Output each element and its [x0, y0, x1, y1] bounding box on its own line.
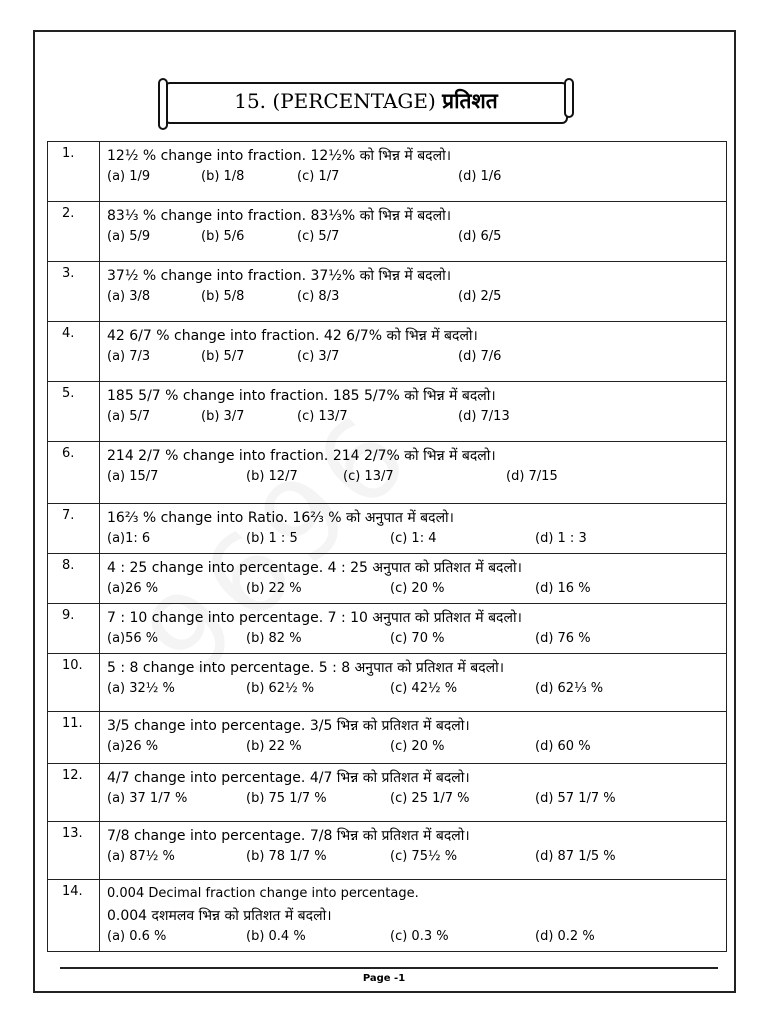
- answer-options: [107, 927, 726, 951]
- option-c[interactable]: (c) 20 %: [390, 581, 445, 596]
- question-number: 5.: [48, 382, 100, 442]
- question-number: 8.: [48, 554, 100, 604]
- option-a[interactable]: (a) 3/8: [107, 289, 151, 304]
- question-content: [100, 382, 727, 442]
- question-content: [100, 604, 727, 654]
- answer-options: [107, 847, 726, 871]
- answer-options: [107, 737, 726, 761]
- option-c[interactable]: (c) 5/7: [297, 229, 340, 244]
- question-row: [48, 262, 727, 322]
- question-number: 11.: [48, 712, 100, 764]
- option-c[interactable]: (c) 13/7: [297, 409, 348, 424]
- option-d[interactable]: (d) 16 %: [535, 581, 591, 596]
- question-text: 4 : 25 change into percentage. 4 : 25 अनुपात को प्रतिशत में बदलो।: [107, 560, 522, 576]
- option-c[interactable]: (c) 8/3: [297, 289, 340, 304]
- question-row: [48, 142, 727, 202]
- answer-options: [107, 579, 726, 603]
- option-b[interactable]: (b) 22 %: [246, 739, 302, 754]
- option-a[interactable]: (a) 37 1/7 %: [107, 791, 188, 806]
- question-text: 12½ % change into fraction. 12½% को भिन्न में बदलो।: [107, 148, 452, 164]
- option-b[interactable]: (b) 1/8: [201, 169, 245, 184]
- question-number: 4.: [48, 322, 100, 382]
- question-text: 16⅔ % change into Ratio. 16⅔ % को अनुपात में बदलो।: [107, 510, 454, 526]
- option-b[interactable]: (b) 82 %: [246, 631, 302, 646]
- option-d[interactable]: (d) 76 %: [535, 631, 591, 646]
- question-row: [48, 712, 727, 764]
- page-number: Page -1: [362, 973, 406, 984]
- question-number: 13.: [48, 822, 100, 880]
- option-d[interactable]: (d) 60 %: [535, 739, 591, 754]
- question-number: 10.: [48, 654, 100, 712]
- question-row: [48, 764, 727, 822]
- question-row: [48, 654, 727, 712]
- option-b[interactable]: (b) 5/6: [201, 229, 245, 244]
- title-banner: [158, 78, 574, 128]
- answer-options: [107, 287, 726, 311]
- question-text: 7 : 10 change into percentage. 7 : 10 अनुपात को प्रतिशत में बदलो।: [107, 610, 522, 626]
- option-b[interactable]: (b) 62½ %: [246, 681, 315, 696]
- question-content: [100, 202, 727, 262]
- answer-options: [107, 227, 726, 251]
- question-content: [100, 880, 727, 952]
- option-b[interactable]: (b) 75 1/7 %: [246, 791, 327, 806]
- question-content: [100, 712, 727, 764]
- question-content: [100, 262, 727, 322]
- option-c[interactable]: (c) 1/7: [297, 169, 340, 184]
- question-number: 7.: [48, 504, 100, 554]
- option-b[interactable]: (b) 78 1/7 %: [246, 849, 327, 864]
- option-a[interactable]: (a) 5/7: [107, 409, 151, 424]
- footer-divider: [60, 967, 718, 969]
- option-c[interactable]: (c) 0.3 %: [390, 929, 449, 944]
- option-b[interactable]: (b) 5/8: [201, 289, 245, 304]
- answer-options: [107, 629, 726, 653]
- option-a[interactable]: (a) 1/9: [107, 169, 151, 184]
- title-number: 15.: [234, 89, 267, 113]
- answer-options: [107, 167, 726, 191]
- answer-options: [107, 407, 726, 431]
- question-text-hindi: 0.004 दशमलव भिन्न को प्रतिशत में बदलो।: [107, 908, 332, 924]
- option-c[interactable]: (c) 75½ %: [390, 849, 458, 864]
- question-number: 6.: [48, 442, 100, 504]
- question-row: [48, 202, 727, 262]
- option-b[interactable]: (b) 22 %: [246, 581, 302, 596]
- question-row: [48, 504, 727, 554]
- option-d[interactable]: (d) 87 1/5 %: [535, 849, 616, 864]
- answer-options: [107, 467, 726, 491]
- option-b[interactable]: (b) 1 : 5: [246, 531, 298, 546]
- title-hindi: प्रतिशत: [442, 88, 498, 113]
- question-text: 83⅓ % change into fraction. 83⅓% को भिन्न में बदलो।: [107, 208, 452, 224]
- question-row: [48, 822, 727, 880]
- option-d[interactable]: (d) 7/6: [458, 349, 502, 364]
- question-number: 2.: [48, 202, 100, 262]
- option-c[interactable]: (c) 3/7: [297, 349, 340, 364]
- question-content: [100, 142, 727, 202]
- option-a[interactable]: (a) 87½ %: [107, 849, 175, 864]
- question-number: 9.: [48, 604, 100, 654]
- question-content: [100, 504, 727, 554]
- option-a[interactable]: (a)26 %: [107, 739, 159, 754]
- question-number: 12.: [48, 764, 100, 822]
- option-d[interactable]: (d) 6/5: [458, 229, 502, 244]
- option-c[interactable]: (c) 1: 4: [390, 531, 437, 546]
- option-a[interactable]: (a)56 %: [107, 631, 159, 646]
- option-d[interactable]: (d) 1 : 3: [535, 531, 587, 546]
- questions-body: [48, 142, 727, 952]
- question-number: 1.: [48, 142, 100, 202]
- question-text: 214 2/7 % change into fraction. 214 2/7% को भिन्न में बदलो।: [107, 448, 496, 464]
- question-content: [100, 654, 727, 712]
- question-number: 14.: [48, 880, 100, 952]
- question-text: 185 5/7 % change into fraction. 185 5/7% को भिन्न में बदलो।: [107, 388, 496, 404]
- option-c[interactable]: (c) 25 1/7 %: [390, 791, 470, 806]
- option-d[interactable]: (d) 62⅓ %: [535, 681, 604, 696]
- option-d[interactable]: (d) 0.2 %: [535, 929, 595, 944]
- question-content: [100, 442, 727, 504]
- page-title: [158, 87, 574, 115]
- option-c[interactable]: (c) 70 %: [390, 631, 445, 646]
- option-d[interactable]: (d) 7/13: [458, 409, 510, 424]
- option-a[interactable]: (a) 5/9: [107, 229, 151, 244]
- question-text: 5 : 8 change into percentage. 5 : 8 अनुपात को प्रतिशत में बदलो।: [107, 660, 505, 676]
- option-c[interactable]: (c) 42½ %: [390, 681, 458, 696]
- question-row: [48, 442, 727, 504]
- question-row: [48, 322, 727, 382]
- option-d[interactable]: (d) 57 1/7 %: [535, 791, 616, 806]
- answer-options: [107, 529, 726, 553]
- question-text: 3/5 change into percentage. 3/5 भिन्न को प्रतिशत में बदलो।: [107, 718, 470, 734]
- title-english: (PERCENTAGE): [272, 89, 436, 113]
- question-row: [48, 880, 727, 952]
- question-row: [48, 382, 727, 442]
- question-row: [48, 604, 727, 654]
- option-b[interactable]: (b) 12/7: [246, 469, 298, 484]
- answer-options: [107, 679, 726, 703]
- option-a[interactable]: (a)1: 6: [107, 531, 151, 546]
- question-number: 3.: [48, 262, 100, 322]
- question-content: [100, 554, 727, 604]
- option-a[interactable]: (a) 7/3: [107, 349, 151, 364]
- option-a[interactable]: (a) 15/7: [107, 469, 159, 484]
- option-b[interactable]: (b) 3/7: [201, 409, 245, 424]
- option-b[interactable]: (b) 5/7: [201, 349, 245, 364]
- answer-options: [107, 789, 726, 813]
- questions-table: [47, 141, 727, 952]
- option-d[interactable]: (d) 7/15: [506, 469, 558, 484]
- question-text: 42 6/7 % change into fraction. 42 6/7% को भिन्न में बदलो।: [107, 328, 478, 344]
- option-b[interactable]: (b) 0.4 %: [246, 929, 306, 944]
- option-a[interactable]: (a) 32½ %: [107, 681, 175, 696]
- option-d[interactable]: (d) 1/6: [458, 169, 502, 184]
- question-text: 37½ % change into fraction. 37½% को भिन्न में बदलो।: [107, 268, 452, 284]
- question-text: 0.004 Decimal fraction change into percentage.: [107, 886, 419, 901]
- option-a[interactable]: (a) 0.6 %: [107, 929, 167, 944]
- option-c[interactable]: (c) 20 %: [390, 739, 445, 754]
- answer-options: [107, 347, 726, 371]
- question-content: [100, 822, 727, 880]
- question-content: [100, 322, 727, 382]
- question-row: [48, 554, 727, 604]
- question-content: [100, 764, 727, 822]
- question-text: 7/8 change into percentage. 7/8 भिन्न को प्रतिशत में बदलो।: [107, 828, 470, 844]
- option-d[interactable]: (d) 2/5: [458, 289, 502, 304]
- option-a[interactable]: (a)26 %: [107, 581, 159, 596]
- question-text: 4/7 change into percentage. 4/7 भिन्न को प्रतिशत में बदलो।: [107, 770, 470, 786]
- option-c[interactable]: (c) 13/7: [343, 469, 394, 484]
